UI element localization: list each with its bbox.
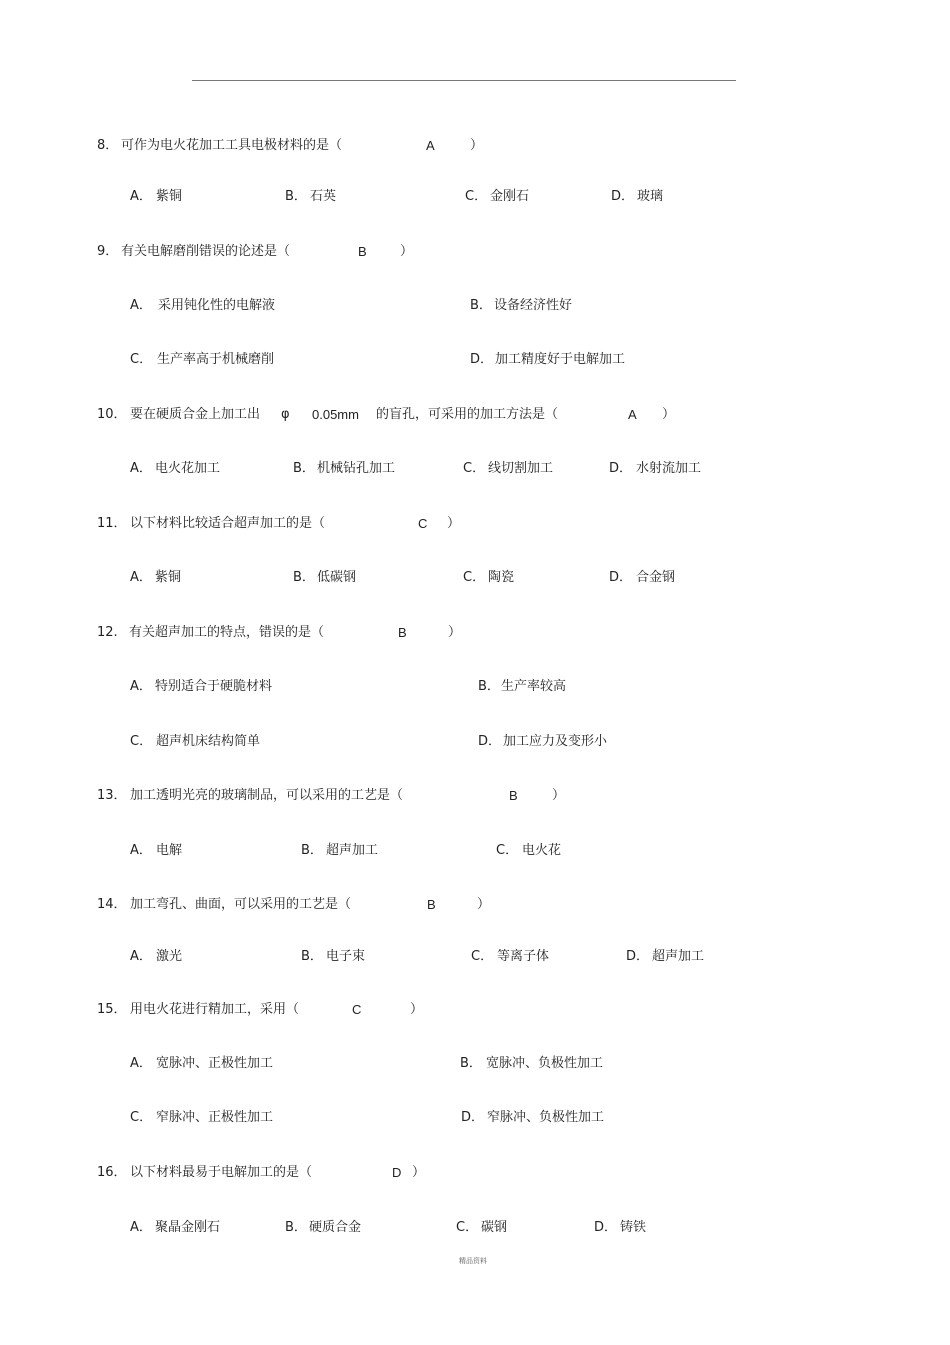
option-label: A． bbox=[130, 1220, 152, 1235]
option-text: 超声加工 bbox=[326, 843, 379, 858]
option-text: 低碳钢 bbox=[317, 570, 357, 585]
option-label: B． bbox=[478, 679, 500, 694]
answer: C bbox=[352, 1002, 362, 1017]
option-text: 采用钝化性的电解液 bbox=[158, 298, 276, 313]
question-stem: 可作为电火花加工工具电极材料的是（ bbox=[121, 138, 343, 153]
option-text: 生产率高于机械磨削 bbox=[157, 352, 275, 367]
option-text: 宽脉冲、正极性加工 bbox=[156, 1056, 274, 1071]
answer: A bbox=[628, 407, 637, 422]
question-number: 15． bbox=[97, 1002, 127, 1017]
option-label: D． bbox=[626, 949, 650, 964]
question-number: 8． bbox=[97, 138, 119, 153]
option-text: 等离子体 bbox=[497, 949, 550, 964]
header-rule bbox=[192, 80, 736, 81]
option-label: D． bbox=[470, 352, 494, 367]
question-number: 14． bbox=[97, 897, 127, 912]
close-paren: ） bbox=[410, 1002, 424, 1017]
option-text: 机械钻孔加工 bbox=[317, 461, 396, 476]
question-number: 11． bbox=[97, 516, 127, 531]
option-text: 电子束 bbox=[326, 949, 366, 964]
options-row bbox=[0, 568, 950, 588]
option-label: C． bbox=[465, 189, 488, 204]
question-number: 16． bbox=[97, 1165, 127, 1180]
option-label: D． bbox=[461, 1110, 485, 1125]
option-label: A． bbox=[130, 189, 152, 204]
option-label: A． bbox=[130, 679, 152, 694]
option-text: 线切割加工 bbox=[488, 461, 554, 476]
option-text: 电解 bbox=[156, 843, 183, 858]
option-label: D． bbox=[478, 734, 502, 749]
option-label: B． bbox=[285, 189, 307, 204]
option-label: A． bbox=[130, 461, 152, 476]
phi-symbol: φ bbox=[281, 407, 290, 422]
option-label: C． bbox=[463, 570, 486, 585]
option-label: B． bbox=[301, 949, 323, 964]
option-label: C． bbox=[463, 461, 486, 476]
option-label: A． bbox=[130, 570, 152, 585]
option-label: C． bbox=[130, 734, 153, 749]
close-paren: ） bbox=[662, 407, 676, 422]
close-paren: ） bbox=[552, 788, 566, 803]
option-text: 宽脉冲、负极性加工 bbox=[486, 1056, 604, 1071]
option-label: D． bbox=[611, 189, 635, 204]
options-row bbox=[0, 1218, 950, 1238]
question-stem: 有关超声加工的特点，错误的是（ bbox=[129, 625, 325, 640]
question-number: 10． bbox=[97, 407, 127, 422]
close-paren: ） bbox=[477, 897, 491, 912]
option-text: 超声机床结构简单 bbox=[156, 734, 261, 749]
footer-text: 精品资料 bbox=[459, 1257, 487, 1265]
option-text: 石英 bbox=[310, 189, 337, 204]
option-label: A． bbox=[130, 843, 152, 858]
option-text: 特别适合于硬脆材料 bbox=[155, 679, 273, 694]
option-label: B． bbox=[470, 298, 492, 313]
option-label: B． bbox=[293, 570, 315, 585]
option-label: C． bbox=[496, 843, 519, 858]
question-12 bbox=[0, 623, 950, 643]
option-text: 紫铜 bbox=[155, 570, 182, 585]
option-text: 水射流加工 bbox=[636, 461, 702, 476]
option-text: 陶瓷 bbox=[488, 570, 515, 585]
question-number: 12. bbox=[97, 625, 118, 640]
options-row bbox=[0, 677, 950, 697]
option-text: 生产率较高 bbox=[501, 679, 567, 694]
question-stem: 有关电解磨削错误的论述是（ bbox=[121, 244, 291, 259]
option-text: 金刚石 bbox=[490, 189, 530, 204]
option-text: 碳钢 bbox=[481, 1220, 508, 1235]
option-label: A． bbox=[130, 949, 152, 964]
answer: A bbox=[426, 138, 435, 153]
option-text: 加工应力及变形小 bbox=[503, 734, 608, 749]
option-text: 硬质合金 bbox=[309, 1220, 362, 1235]
option-label: B． bbox=[301, 843, 323, 858]
question-stem: 以下材料最易于电解加工的是（ bbox=[130, 1165, 313, 1180]
question-13 bbox=[0, 786, 950, 806]
question-10 bbox=[0, 405, 950, 425]
option-text: 窄脉冲、负极性加工 bbox=[487, 1110, 605, 1125]
option-label: D． bbox=[609, 570, 633, 585]
hole-size: 0.05mm bbox=[312, 407, 359, 422]
close-paren: ） bbox=[412, 1165, 426, 1180]
options-row bbox=[0, 1054, 950, 1074]
question-stem-continued: 的盲孔，可采用的加工方法是（ bbox=[376, 407, 559, 422]
options-row bbox=[0, 459, 950, 479]
option-label: B． bbox=[285, 1220, 307, 1235]
option-text: 窄脉冲、正极性加工 bbox=[156, 1110, 274, 1125]
option-label: D． bbox=[609, 461, 633, 476]
options-row bbox=[0, 187, 950, 207]
option-text: 铸铁 bbox=[620, 1220, 647, 1235]
option-text: 设备经济性好 bbox=[494, 298, 573, 313]
question-11 bbox=[0, 514, 950, 534]
option-text: 电火花加工 bbox=[155, 461, 221, 476]
question-stem: 以下材料比较适合超声加工的是（ bbox=[130, 516, 326, 531]
options-row bbox=[0, 841, 950, 861]
options-row bbox=[0, 947, 950, 967]
answer: B bbox=[509, 788, 518, 803]
answer: C bbox=[418, 516, 428, 531]
options-row bbox=[0, 296, 950, 316]
option-text: 紫铜 bbox=[156, 189, 183, 204]
option-label: C． bbox=[456, 1220, 479, 1235]
answer: B bbox=[358, 244, 367, 259]
option-text: 超声加工 bbox=[652, 949, 705, 964]
question-14 bbox=[0, 895, 950, 915]
option-text: 激光 bbox=[156, 949, 183, 964]
close-paren: ） bbox=[400, 244, 414, 259]
question-number: 13． bbox=[97, 788, 127, 803]
option-label: C． bbox=[130, 352, 153, 367]
question-8 bbox=[0, 136, 950, 156]
question-9 bbox=[0, 242, 950, 262]
question-15 bbox=[0, 1000, 950, 1020]
close-paren: ） bbox=[447, 516, 461, 531]
option-label: A． bbox=[130, 298, 152, 313]
close-paren: ） bbox=[448, 625, 462, 640]
option-text: 聚晶金刚石 bbox=[155, 1220, 221, 1235]
question-stem: 要在硬质合金上加工出 bbox=[130, 407, 261, 422]
option-label: C． bbox=[471, 949, 494, 964]
answer: D bbox=[392, 1165, 402, 1180]
option-label: D． bbox=[594, 1220, 618, 1235]
question-stem: 加工弯孔、曲面，可以采用的工艺是（ bbox=[130, 897, 352, 912]
question-number: 9． bbox=[97, 244, 119, 259]
options-row bbox=[0, 350, 950, 370]
question-stem: 用电火花进行精加工，采用（ bbox=[130, 1002, 300, 1017]
option-text: 加工精度好于电解加工 bbox=[495, 352, 626, 367]
option-label: B． bbox=[460, 1056, 482, 1071]
option-text: 电火花 bbox=[522, 843, 562, 858]
answer: B bbox=[398, 625, 407, 640]
option-label: C． bbox=[130, 1110, 153, 1125]
option-text: 合金钢 bbox=[636, 570, 676, 585]
option-text: 玻璃 bbox=[637, 189, 664, 204]
option-label: B． bbox=[293, 461, 315, 476]
options-row bbox=[0, 732, 950, 752]
question-stem: 加工透明光亮的玻璃制品，可以采用的工艺是（ bbox=[130, 788, 404, 803]
close-paren: ） bbox=[470, 138, 484, 153]
answer: B bbox=[427, 897, 436, 912]
option-label: A． bbox=[130, 1056, 152, 1071]
question-16 bbox=[0, 1163, 950, 1183]
options-row bbox=[0, 1108, 950, 1128]
